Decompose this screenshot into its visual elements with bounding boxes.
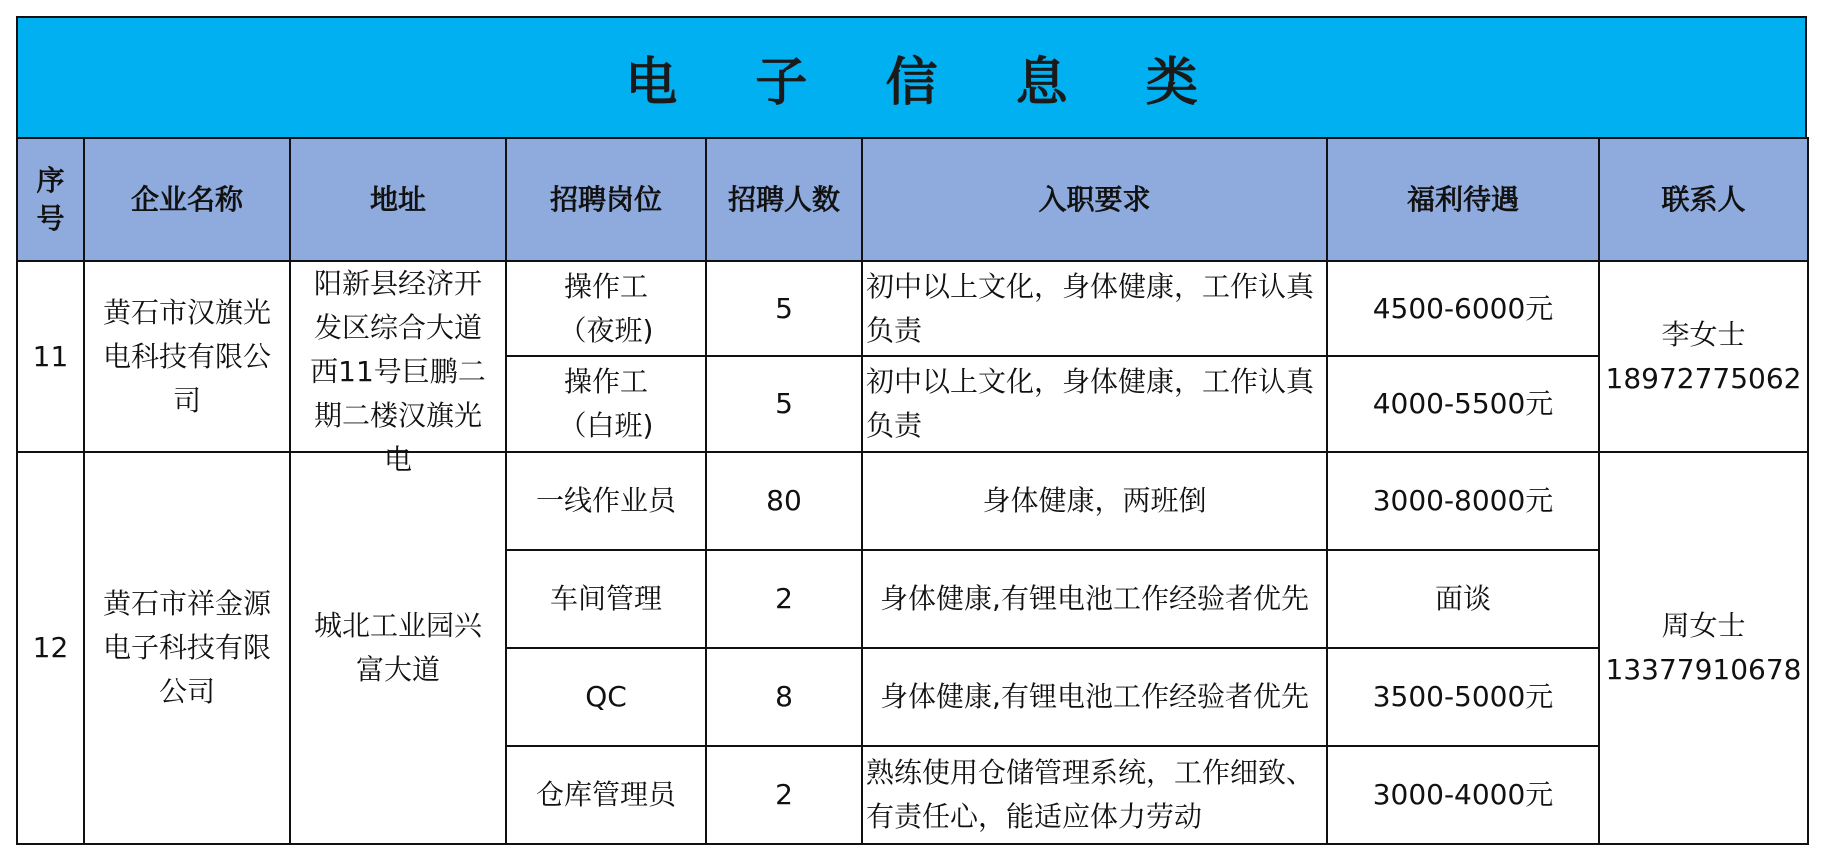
job-requirement: 身体健康,有锂电池工作经验者优先 bbox=[862, 648, 1327, 746]
contact-cell bbox=[1599, 261, 1808, 452]
company-address-clip bbox=[307, 262, 489, 476]
job-requirement: 熟练使用仓储管理系统，工作细致、有责任心，能适应体力劳动 bbox=[862, 746, 1327, 844]
table-row bbox=[17, 261, 1808, 356]
recruitment-sheet bbox=[16, 16, 1807, 845]
job-requirement: 初中以上文化，身体健康，工作认真负责 bbox=[862, 356, 1327, 452]
header-company: 企业名称 bbox=[84, 138, 290, 261]
header-requirement: 入职要求 bbox=[862, 138, 1327, 261]
header-position: 招聘岗位 bbox=[506, 138, 706, 261]
job-count: 2 bbox=[706, 550, 862, 648]
contact-name: 李女士 bbox=[1661, 317, 1746, 351]
job-position: 车间管理 bbox=[506, 550, 706, 648]
job-salary: 3000-4000元 bbox=[1327, 746, 1599, 844]
table-row bbox=[17, 452, 1808, 550]
job-salary: 面谈 bbox=[1327, 550, 1599, 648]
category-title-band bbox=[16, 16, 1807, 137]
job-count: 8 bbox=[706, 648, 862, 746]
header-salary: 福利待遇 bbox=[1327, 138, 1599, 261]
contact-cell bbox=[1599, 452, 1808, 844]
job-requirement: 初中以上文化，身体健康，工作认真负责 bbox=[862, 261, 1327, 356]
job-count: 2 bbox=[706, 746, 862, 844]
header-index: 序号 bbox=[17, 138, 84, 261]
job-count: 5 bbox=[706, 356, 862, 452]
contact-phone: 18972775062 bbox=[1605, 361, 1802, 395]
job-position: 操作工（夜班) bbox=[506, 261, 706, 356]
company-index: 12 bbox=[17, 452, 84, 844]
company-address: 阳新县经济开发区综合大道西11号巨鹏二期二楼汉旗光电 bbox=[310, 267, 486, 476]
contact-name: 周女士 bbox=[1661, 609, 1746, 642]
job-position: QC bbox=[506, 648, 706, 746]
job-salary: 3000-8000元 bbox=[1327, 452, 1599, 550]
company-address-cell bbox=[290, 261, 506, 476]
job-position: 操作工（白班) bbox=[506, 356, 706, 452]
job-salary: 4000-5500元 bbox=[1327, 356, 1599, 452]
header-count: 招聘人数 bbox=[706, 138, 862, 261]
company-address: 城北工业园兴富大道 bbox=[290, 452, 506, 844]
header-contact: 联系人 bbox=[1599, 138, 1808, 261]
category-title: 电 子 信 息 类 bbox=[625, 53, 1228, 113]
job-salary: 4500-6000元 bbox=[1327, 261, 1599, 356]
company-name: 黄石市祥金源电子科技有限公司 bbox=[84, 452, 290, 844]
job-count: 5 bbox=[706, 261, 862, 356]
contact-phone: 13377910678 bbox=[1605, 653, 1802, 686]
job-salary: 3500-5000元 bbox=[1327, 648, 1599, 746]
recruitment-table bbox=[16, 137, 1809, 845]
job-requirement: 身体健康，两班倒 bbox=[862, 452, 1327, 550]
job-requirement: 身体健康,有锂电池工作经验者优先 bbox=[862, 550, 1327, 648]
company-index: 11 bbox=[17, 261, 84, 452]
header-address: 地址 bbox=[290, 138, 506, 261]
job-position: 一线作业员 bbox=[506, 452, 706, 550]
company-name: 黄石市汉旗光电科技有限公司 bbox=[84, 261, 290, 452]
job-position: 仓库管理员 bbox=[506, 746, 706, 844]
job-count: 80 bbox=[706, 452, 862, 550]
header-row bbox=[17, 138, 1808, 261]
